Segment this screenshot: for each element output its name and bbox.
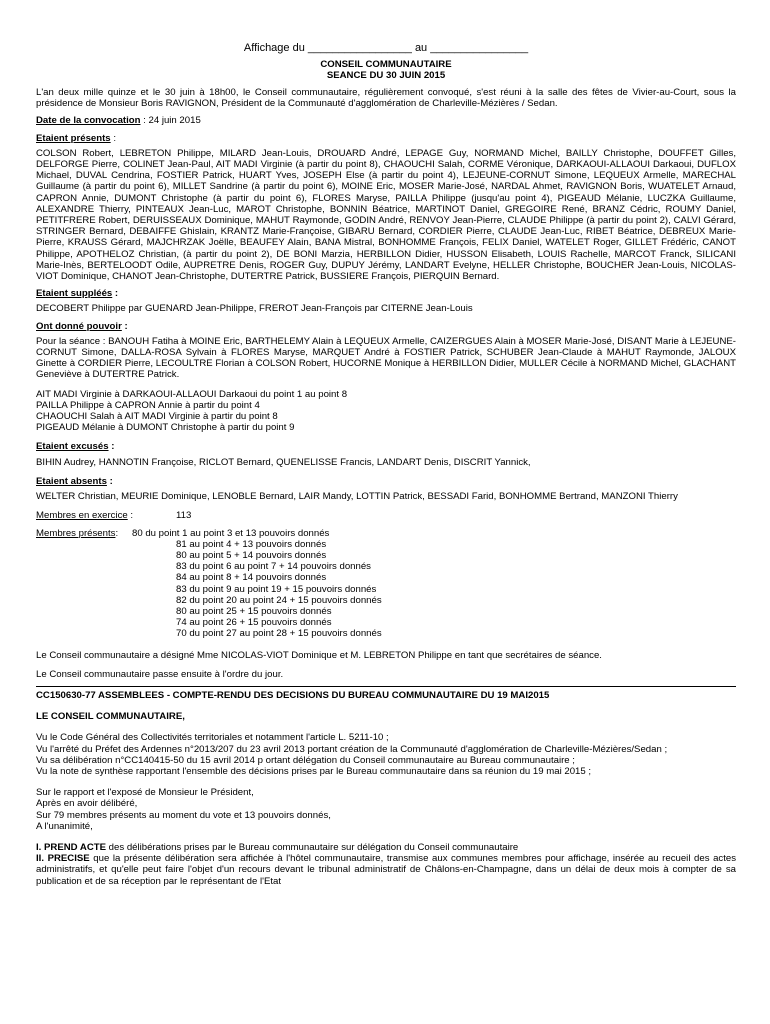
absents-list: WELTER Christian, MEURIE Dominique, LENOBLE Bernard, LAIR Mandy, LOTTIN Patrick, BESSADI Farid, BONHOMME Bertrand, MANZONI Thierry bbox=[36, 491, 678, 503]
presents-heading: Etaient présents : bbox=[36, 132, 116, 144]
membres-exercice-value: 113 bbox=[176, 510, 192, 522]
deliberation-subheading: LE CONSEIL COMMUNAUTAIRE, bbox=[36, 711, 185, 723]
presents-list: COLSON Robert, LEBRETON Philippe, MILARD Jean-Louis, DROUARD André, LEPAGE Guy, NORMAND Michel, BAILLY Christophe, DOUFFET Gilles, DELFORGE Pierre, COLINET Jean-Paul, AIT MADI Virginie (à partir du point 8), CHAOUCHI Salah, CORME Véronique, DARKAOUI-ALLAOUI Darkaoui, DUFLOX Michael, DUVAL Cendrina, FOSTIER Patrick, HUART Yves, JOSEPH Else (à partir du point 4), LEJEUNE-CORNUT Simone, LEQUEUX Armelle, MARECHAL Guillaume (à partir du point 6), MILLET Sandrine (à partir du point 6), MOINE Eric, MOSER Marie-José, NARDAL Ahmet, RAVIGNON Boris, WUATELET Arnaud, CAPRON Annie, DUMONT Christophe (à partir du point 6), FLORES Maryse, PAILLA Philippe (jusqu'au point 4), PIGEAUD Mélanie, LUCZKA Guillaume, ALEXANDRE Thierry, PINTEAUX Jean-Luc, MAROT Christophe, BONNIN Béatrice, MARTINOT Daniel, GREGOIRE René, BRANZ Cédric, ROUMY Daniel, PETITFRERE Robert, DERUISSEAUX Dominique, MAHUT Raymonde, GODIN André, RENVOY Jean-Pierre, CLAUDE Philippe (à partir du point 2), CALVI Gérard, STRINGER Bernard, DEBAIFFE Ghislain, KRANTZ Marie-Françoise, GIBARU Bernard, CORDIER Pierre, CLAUDE Jean-Luc, RIBET Béatrice, DEBREUX Marie-Pierre, KRAUSS Gérard, MAJCHRZAK Joëlle, BEAUFEY Alain, BANA Mistral, BONHOMME François, FELIX Daniel, WATELET Roger, GILLET Frédéric, CANOT Philippe, APOTHELOZ Christian, (à partir du point 2), DE BONI Marzia, HERBILLON Didier, HUSSON Elisabeth, LOUIS Rachelle, MARCOT Franck, SILICANI Marie-Inès, BERTELOODT Odile, AUPRETRE Denis, ROGER Guy, DUPUY Jérémy, LANDART Evelyne, HELLER Christophe, BOUCHER Jean-Louis, NICOLAS-VIOT Dominique, CHANOT Jean-Christophe, DUTERTRE Patrick, BUSSIERE François, PIERQUIN Bernard. bbox=[36, 147, 736, 283]
vu-line: Vu la note de synthèse rapportant l'ensemble des décisions prises par le Bureau communautaire dans sa réunion du 19 mai 2015 ; bbox=[36, 765, 592, 777]
excuses-heading: Etaient excusés : bbox=[36, 441, 115, 453]
membres-presents-list bbox=[176, 539, 736, 640]
membres-presents: Membres présents: 80 du point 1 au point 3 et 13 pouvoirs donnés bbox=[36, 527, 330, 539]
ordre-line: Le Conseil communautaire passe ensuite à l'ordre du jour. bbox=[36, 668, 284, 680]
convocation-line bbox=[36, 115, 736, 126]
membres-presents-line: 74 au point 26 + 15 pouvoirs donnés bbox=[176, 617, 332, 629]
intro-paragraph: L'an deux mille quinze et le 30 juin à 18h00, le Conseil communautaire, régulièrement convoqué, s'est réuni à la salle des fêtes de Vivier-au-Court, sous la présidence de Monsieur Boris RAVIGNON, Président de la Communauté d'agglomération de Charleville-Mézières / Sedan. bbox=[36, 87, 736, 110]
section-divider bbox=[36, 686, 736, 687]
membres-exercice: Membres en exercice : 113 bbox=[36, 510, 192, 522]
session-title: SEANCE DU 30 JUIN 2015 bbox=[326, 70, 446, 81]
convocation-date: : 24 juin 2015 bbox=[140, 115, 201, 127]
membres-presents-line: 83 du point 9 au point 19 + 15 pouvoirs donnés bbox=[176, 583, 377, 595]
sur-line: Sur 79 membres présents au moment du vote et 13 pouvoirs donnés, bbox=[36, 809, 331, 821]
sur-line: Sur le rapport et l'exposé de Monsieur le Président, bbox=[36, 787, 254, 799]
convocation-label: Date de la convocation bbox=[36, 115, 141, 127]
pouvoir-line: AIT MADI Virginie à DARKAOUI-ALLAOUI Darkaoui du point 1 au point 8 bbox=[36, 388, 348, 400]
membres-presents-line: 80 au point 5 + 14 pouvoirs donnés bbox=[176, 549, 327, 561]
suppleants-heading: Etaient suppléés : bbox=[36, 288, 119, 300]
pouvoir-line: CHAOUCHI Salah à AIT MADI Virginie à partir du point 8 bbox=[36, 411, 278, 423]
document-page bbox=[36, 42, 736, 887]
membres-presents-line: 70 du point 27 au point 28 + 15 pouvoirs donnés bbox=[176, 628, 382, 640]
membres-presents-line: 82 du point 20 au point 24 + 15 pouvoirs donnés bbox=[176, 594, 382, 606]
vu-line: Vu l'arrêté du Préfet des Ardennes n°2013/207 du 23 avril 2013 portant création de la Communauté d'agglomération de Charleville-Mézières/Sedan ; bbox=[36, 743, 668, 755]
pouvoir-line: PIGEAUD Mélanie à DUMONT Christophe à partir du point 9 bbox=[36, 422, 295, 434]
vu-line: Vu le Code Général des Collectivités territoriales et notamment l'article L. 5211-10 ; bbox=[36, 732, 389, 744]
deliberation-heading: CC150630-77 ASSEMBLEES - COMPTE-RENDU DES DECISIONS DU BUREAU COMMUNAUTAIRE DU 19 MAI2015 bbox=[36, 689, 550, 701]
pouvoir-heading: Ont donné pouvoir : bbox=[36, 320, 128, 332]
prend-acte: I. PREND ACTE des délibérations prises par le Bureau communautaire sur délégation du Conseil communautaire bbox=[36, 841, 519, 853]
membres-presents-line: 80 du point 1 au point 3 et 13 pouvoirs donnés bbox=[132, 527, 330, 539]
membres-presents-line: 83 du point 6 au point 7 + 14 pouvoirs donnés bbox=[176, 561, 371, 573]
membres-presents-line: 84 au point 8 + 14 pouvoirs donnés bbox=[176, 572, 327, 584]
excuses-list: BIHIN Audrey, HANNOTIN Françoise, RICLOT Bernard, QUENELISSE Francis, LANDART Denis, DISCRIT Yannick, bbox=[36, 456, 531, 468]
vu-line: Vu sa délibération n°CC140415-50 du 15 avril 2014 p ortant délégation du Conseil communautaire au Bureau communautaire ; bbox=[36, 754, 575, 766]
pouvoir-seance: Pour la séance : BANOUH Fatiha à MOINE Eric, BARTHELEMY Alain à LEQUEUX Armelle, CAIZERGUES Alain à MOSER Marie-José, DISANT Marie à LEJEUNE-CORNUT Simone, DALLA-ROSA Sylvain à FLORES Maryse, MARQUET André à FOSTIER Patrick, SCHUBER Jean-Claude à MAHUT Raymonde, JALOUX Ginette à CORDIER Pierre, LECOULTRE Florian à COLSON Robert, HUCORNE Monique à HERBILLON Didier, MULLER Cécile à NORMAND Michel, GLACHANT Geneviève à DUTERTRE Patrick. bbox=[36, 335, 736, 381]
precise: II. PRECISE que la présente délibération sera affichée à l'hôtel communautaire, transmise aux communes membres pour affichage, insérée au recueil des actes administratifs, et qu'elle peut faire l'objet d'un recours devant le tribunal administratif de Châlons-en-Champagne, dans un délai de deux mois à compter de sa publication et de sa réception par le représentant de l'Etat bbox=[36, 853, 736, 887]
affichage-line: Affichage du _________________ au ________________ bbox=[243, 42, 529, 54]
sur-line: Après en avoir délibéré, bbox=[36, 798, 138, 810]
membres-presents-line: 81 au point 4 + 13 pouvoirs donnés bbox=[176, 538, 327, 550]
sur-line: A l'unanimité, bbox=[36, 820, 93, 832]
membres-presents-line: 80 au point 25 + 15 pouvoirs donnés bbox=[176, 605, 332, 617]
suppleants-list: DECOBERT Philippe par GUENARD Jean-Philippe, FREROT Jean-François par CITERNE Jean-Louis bbox=[36, 303, 473, 315]
council-title: CONSEIL COMMUNAUTAIRE bbox=[320, 59, 452, 70]
secretaires-line: Le Conseil communautaire a désigné Mme NICOLAS-VIOT Dominique et M. LEBRETON Philippe en tant que secrétaires de séance. bbox=[36, 649, 602, 661]
pouvoir-line: PAILLA Philippe à CAPRON Annie à partir du point 4 bbox=[36, 399, 260, 411]
absents-heading: Etaient absents : bbox=[36, 475, 113, 487]
